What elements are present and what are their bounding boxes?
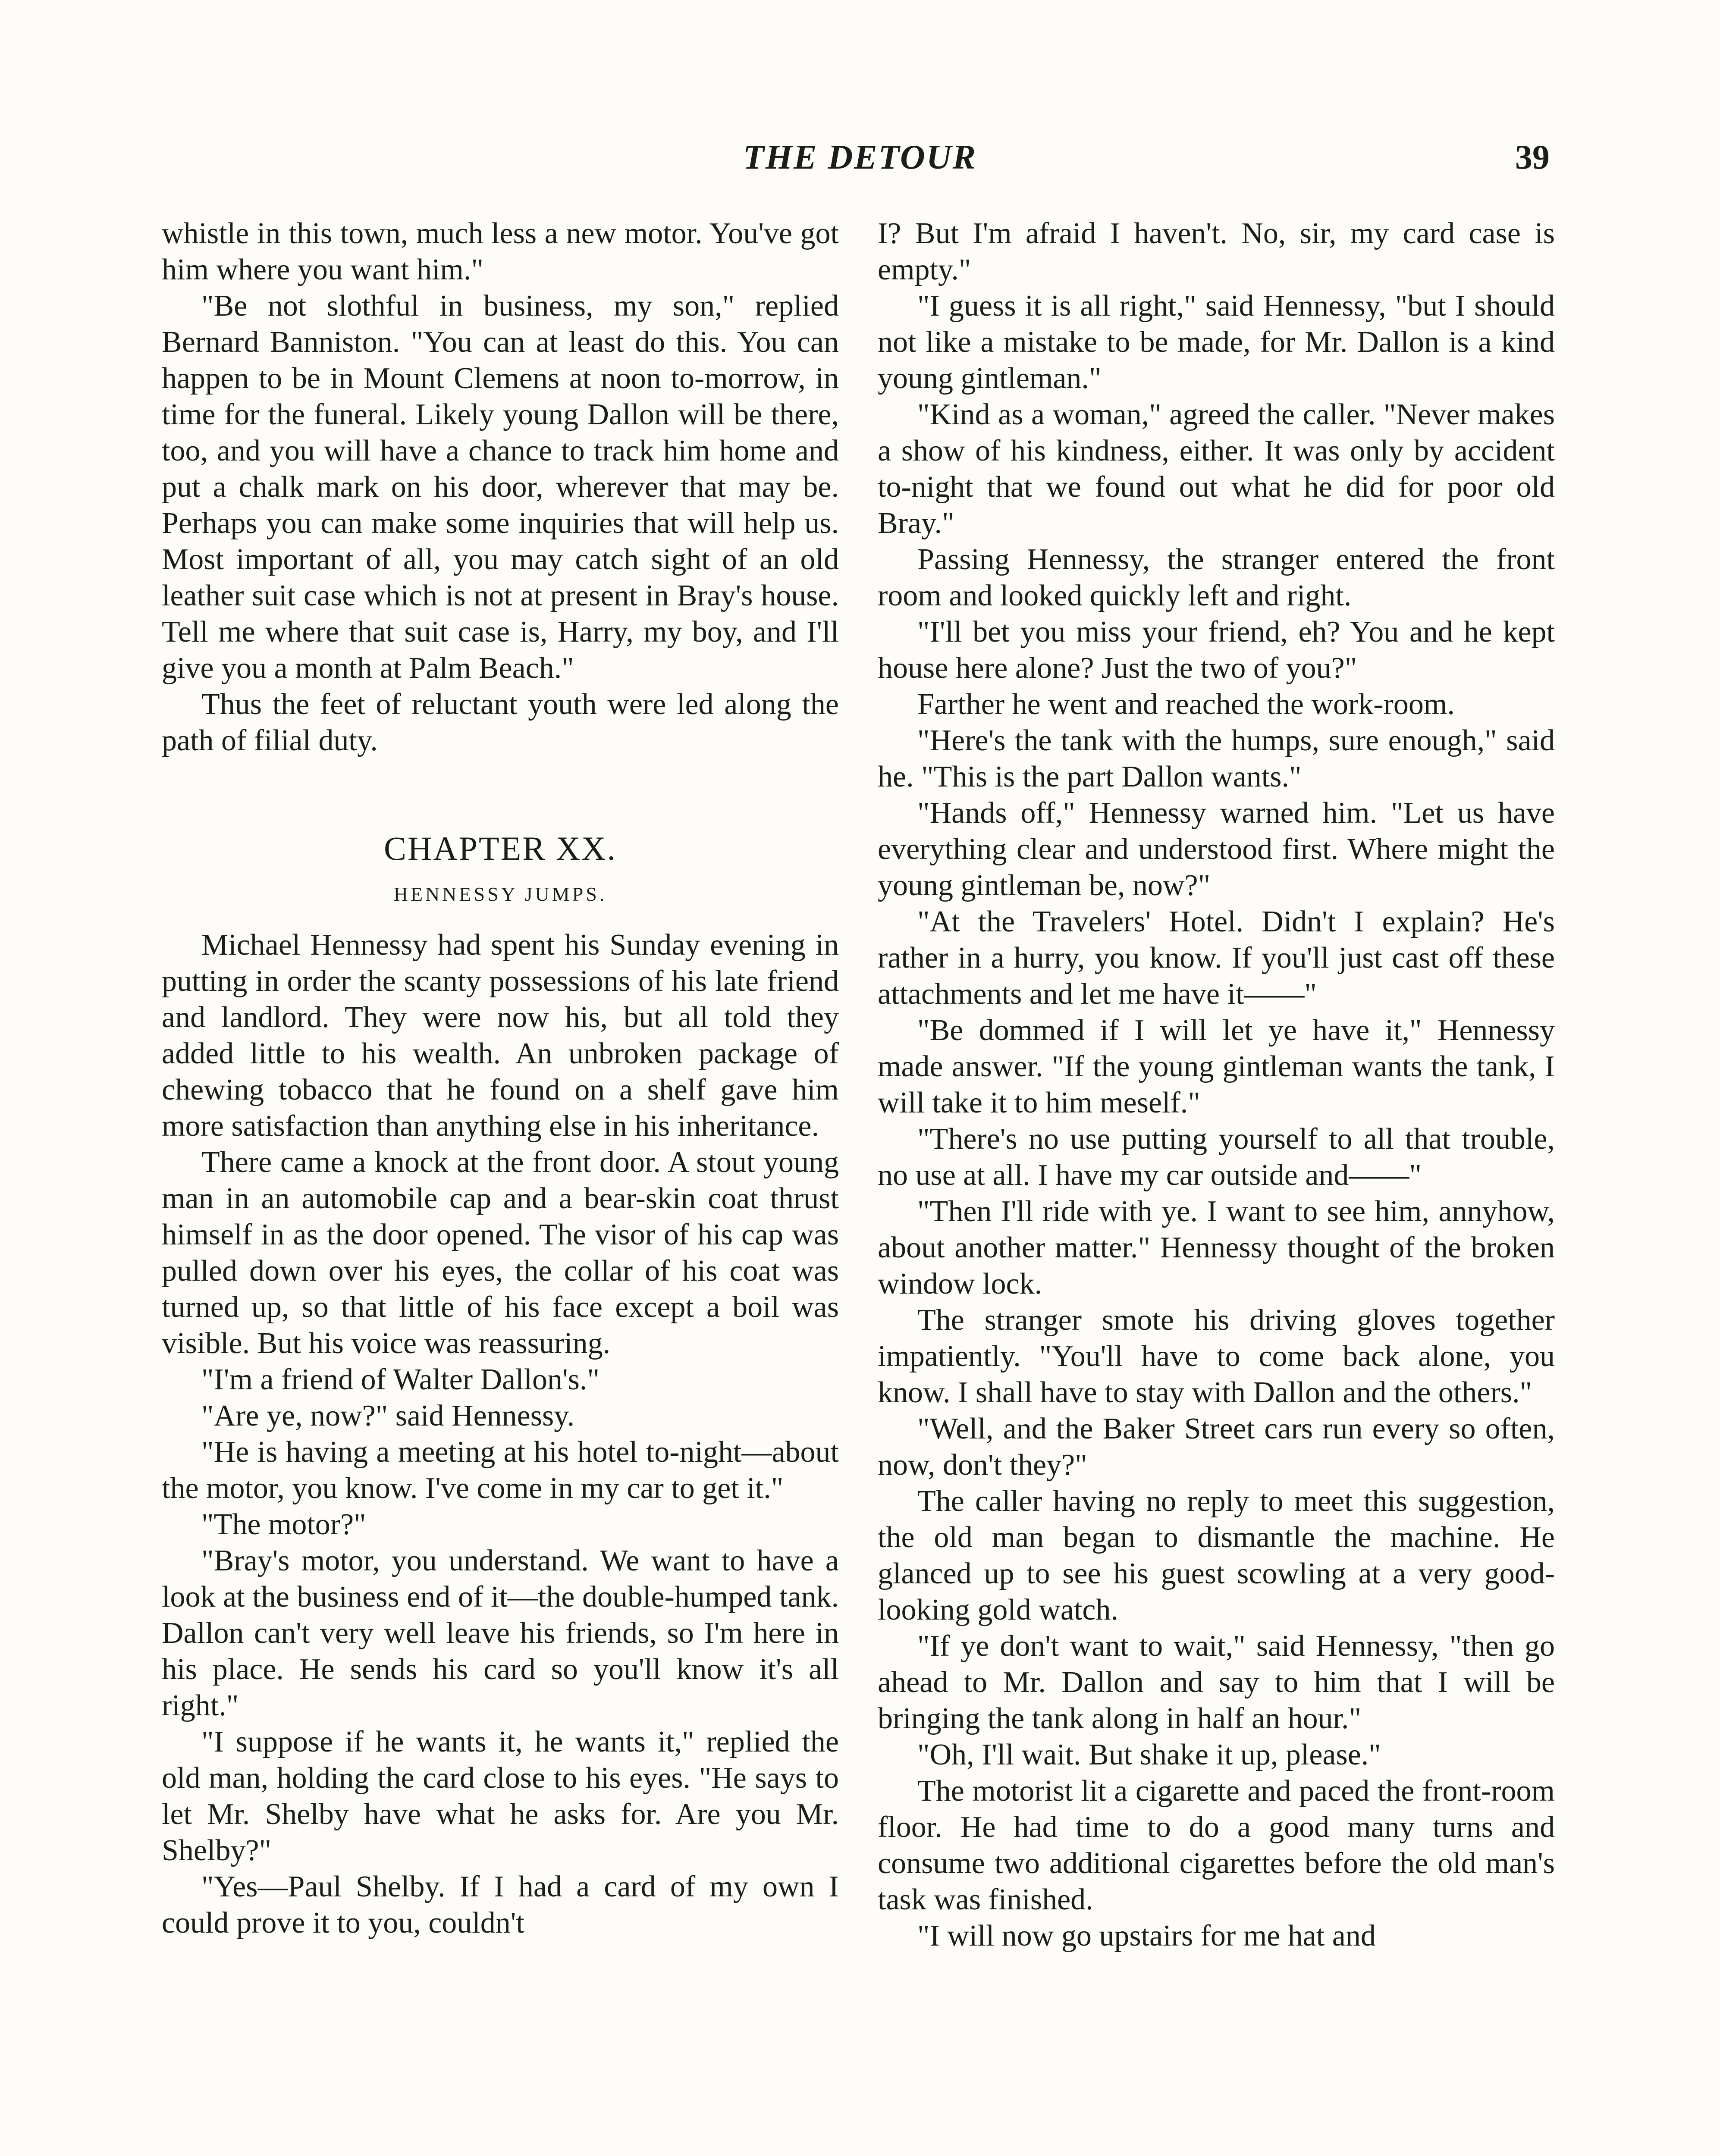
chapter-title: CHAPTER XX. <box>383 830 617 867</box>
paragraph: There came a knock at the front door. A stout young man in an automobile cap and a bear-skin coat thrust himself in as the door opened. The visor of his cap was pulled down over his eyes, the collar of his coat was turned up, so that little of his face except a boil was visible. But his voice was reassuring. <box>162 1146 839 1360</box>
paragraph: "Well, and the Baker Street cars run every so often, now, don't they?" <box>878 1412 1555 1482</box>
paragraph: "Yes—Paul Shelby. If I had a card of my own I could prove it to you, couldn't <box>162 1870 839 1940</box>
paragraph: "Be dommed if I will let ye have it," Hennessy made answer. "If the young gintleman wants the tank, I will take it to him meself." <box>878 1014 1555 1119</box>
chapter-subtitle: HENNESSY JUMPS. <box>393 883 607 905</box>
page-number: 39 <box>1515 138 1550 176</box>
paragraph: "If ye don't want to wait," said Hennessy, "then go ahead to Mr. Dallon and say to him that I will be bringing the tank along in half an hour." <box>878 1630 1555 1735</box>
paragraph: The motorist lit a cigarette and paced the front-room floor. He had time to do a good many turns and consume two additional cigarettes before the old man's task was finished. <box>878 1774 1555 1916</box>
page-header <box>0 129 1720 198</box>
running-title: THE DETOUR <box>743 138 977 176</box>
paragraph: I? But I'm afraid I haven't. No, sir, my card case is empty." <box>878 217 1555 286</box>
paragraph: "The motor?" <box>201 1508 366 1541</box>
paragraph: Passing Hennessy, the stranger entered the front room and looked quickly left and right. <box>878 543 1555 612</box>
paragraph: "Hands off," Hennessy warned him. "Let us have everything clear and understood first. Where might the young gintleman be, now?" <box>878 796 1555 902</box>
paragraph: "He is having a meeting at his hotel to-night—about the motor, you know. I've come in my car to get it." <box>162 1435 839 1505</box>
paragraph: "Oh, I'll wait. But shake it up, please." <box>917 1738 1381 1771</box>
paragraph: "Are ye, now?" said Hennessy. <box>201 1399 575 1432</box>
paragraph: "I will now go upstairs for me hat and <box>917 1919 1376 1952</box>
paragraph: The caller having no reply to meet this suggestion, the old man began to dismantle the machine. He glanced up to see his guest scowling at a very good-looking gold watch. <box>878 1485 1555 1626</box>
paragraph: "I'll bet you miss your friend, eh? You and he kept house here alone? Just the two of you?" <box>878 615 1555 685</box>
paragraph: "Here's the tank with the humps, sure enough," said he. "This is the part Dallon wants." <box>878 724 1555 793</box>
paragraph: "I suppose if he wants it, he wants it," replied the old man, holding the card close to his eyes. "He says to let Mr. Shelby have what he asks for. Are you Mr. Shelby?" <box>162 1725 839 1867</box>
paragraph: "At the Travelers' Hotel. Didn't I explain? He's rather in a hurry, you know. If you'll just cast off these attachments and let me have it——" <box>878 905 1555 1011</box>
paragraph: The stranger smote his driving gloves together impatiently. "You'll have to come back alone, you know. I shall have to stay with Dallon and the others." <box>878 1304 1555 1409</box>
paragraph: Thus the feet of reluctant youth were led along the path of filial duty. <box>162 688 839 757</box>
paragraph: "Be not slothful in business, my son," replied Bernard Banniston. "You can at least do this. You can happen to be in Mount Clemens at noon to-morrow, in time for the funeral. Likely young Dallon will be there, too, and you will have a chance to track him home and put a chalk mark on his door, wherever that may be. Perhaps you can make some inquiries that will help us. Most important of all, you may catch sight of an old leather suit case which is not at present in Bray's house. Tell me where that suit case is, Harry, my boy, and I'll give you a month at Palm Beach." <box>162 289 839 685</box>
paragraph: Michael Hennessy had spent his Sunday evening in putting in order the scanty possessions of his late friend and landlord. They were now his, but all told they added little to his wealth. An unbroken package of chewing tobacco that he found on a shelf gave him more satisfaction than anything else in his inheritance. <box>162 928 839 1143</box>
paragraph: "Bray's motor, you understand. We want to have a look at the business end of it—the double-humped tank. Dallon can't very well leave his friends, so I'm here in his place. He sends his card so you'll know it's all right." <box>162 1544 839 1722</box>
paragraph: "Then I'll ride with ye. I want to see him, annyhow, about another matter." Hennessy thought of the broken window lock. <box>878 1195 1555 1300</box>
paragraph: "I guess it is all right," said Hennessy, "but I should not like a mistake to be made, for Mr. Dallon is a kind young gintleman." <box>878 289 1555 395</box>
right-column <box>878 216 1555 1954</box>
paragraph: "There's no use putting yourself to all that trouble, no use at all. I have my car outside and——" <box>878 1122 1555 1192</box>
paragraph: whistle in this town, much less a new motor. You've got him where you want him." <box>162 217 839 286</box>
paragraph: Farther he went and reached the work-room. <box>917 688 1455 721</box>
paragraph: "Kind as a woman," agreed the caller. "Never makes a show of his kindness, either. It was only by accident to-night that we found out what he did for poor old Bray." <box>878 398 1555 540</box>
left-column <box>162 216 839 1941</box>
paragraph: "I'm a friend of Walter Dallon's." <box>201 1363 599 1396</box>
